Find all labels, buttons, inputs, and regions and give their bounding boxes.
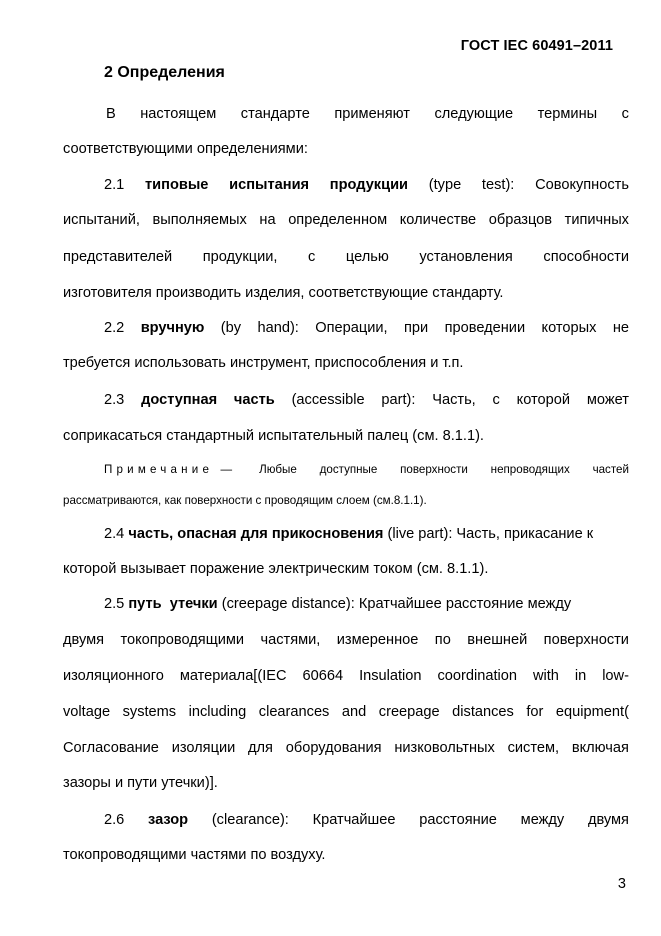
word: расстояние [445,596,524,612]
def-number: 2.4 [104,526,125,542]
def-2-1-line-1 [104,176,629,194]
note-label: Примечание — [104,463,237,476]
def-2-4-line-1 [104,525,629,543]
word: определенном [288,212,388,228]
word: test): [481,177,515,193]
word: Часть, [432,392,476,408]
def-term: вручную [140,320,205,336]
intro-line-2: соответствующими определениями: [63,141,308,157]
word: низковольтных [394,740,495,756]
word: изоляционного [63,668,164,684]
word: Любые [259,463,297,476]
def-number: 2.6 [104,812,125,828]
def-term: доступная [141,392,218,408]
def-text: (live part): Часть, прикасание к [387,526,594,542]
word: Совокупность [535,177,629,193]
word: между [527,596,572,612]
word: внешней [467,632,528,648]
def-2-3-line-1 [104,391,629,409]
intro-line-1 [106,105,629,123]
def-2-2-line-1 [104,319,629,337]
def-term: часть, опасная для прикосновения [128,526,384,542]
word: расстояние [419,812,497,828]
word: двумя [63,632,105,648]
word: непроводящих [490,463,570,476]
word: in [574,668,587,684]
def-2-2-line-2: требуется использовать инструмент, приспособления и т.п. [63,355,464,371]
def-2-5-line-2 [63,631,629,649]
word: типичных [564,212,629,228]
word: систем, [507,740,560,756]
word: изоляции [171,740,236,756]
word: (accessible [291,392,365,408]
word: настоящем [140,106,217,122]
def-term: типовые [145,177,209,193]
def-number: 2.5 [104,596,125,612]
word: токопроводящими [120,632,245,648]
word: for [526,704,544,720]
word: поверхности [543,632,629,648]
word: В [106,106,116,122]
word: при [404,320,429,336]
word: выполняемых [152,212,247,228]
word: (creepage [221,596,288,612]
def-2-6-line-2: токопроводящими частями по воздуху. [63,847,326,863]
word: and [341,704,367,720]
def-2-1-line-4: изготовителя производить изделия, соответствующие стандарту. [63,285,504,301]
def-2-5-line-3 [63,667,629,685]
def-2-5-line-5 [63,739,629,757]
word: может [586,392,629,408]
note-line-1 [104,461,629,479]
word: применяют [334,106,410,122]
word: следующие [434,106,514,122]
word: не [612,320,629,336]
def-2-5-line-1 [104,595,629,613]
word: Согласование [63,740,159,756]
word: двумя [587,812,629,828]
word: поверхности [400,463,468,476]
def-term: продукции [329,177,409,193]
word: (by [220,320,242,336]
word: coordination [437,668,518,684]
word: на [259,212,276,228]
word: между [520,812,565,828]
word: including [188,704,247,720]
def-term: часть [233,392,275,408]
page-number: 3 [617,876,626,892]
word: представителей [63,249,173,265]
word: для [248,740,273,756]
word: проведении [444,320,526,336]
word: стандарте [240,106,310,122]
word: with [532,668,559,684]
word: (type [428,177,462,193]
word: systems [122,704,177,720]
word: которых [541,320,597,336]
word: оборудования [285,740,382,756]
word: установления [419,249,513,265]
word: Insulation [359,668,422,684]
word: термины [537,106,598,122]
word: с [492,392,500,408]
def-number: 2.3 [104,392,125,408]
word: которой [516,392,571,408]
word: частями, [260,632,321,648]
def-term: утечки [169,596,218,612]
word: voltage [63,704,111,720]
word: образцов [488,212,553,228]
word: equipment( [555,704,629,720]
word: distances [452,704,514,720]
word: hand): [257,320,299,336]
def-term: зазор [148,812,189,828]
def-2-5-line-6: зазоры и пути утечки)]. [63,775,218,791]
def-2-1-line-3 [63,248,629,266]
word: distance): [291,596,355,612]
word: измеренное [336,632,419,648]
def-term: путь [128,596,162,612]
word: low- [602,668,629,684]
note-line-2: рассматриваются, как поверхности с проводящим слоем (см.8.1.1). [63,494,427,507]
def-2-6-line-1 [104,811,629,829]
word: с [621,106,629,122]
word: Операции, [315,320,388,336]
word: продукции, [202,249,278,265]
word: включая [571,740,629,756]
def-2-4-line-2: которой вызывает поражение электрическим током (см. 8.1.1). [63,561,489,577]
def-2-5-line-4 [63,703,629,721]
word: по [434,632,451,648]
word: с [308,249,316,265]
word: part): [381,392,416,408]
standard-designation: ГОСТ IEC 60491–2011 [460,38,613,54]
def-term: испытания [229,177,310,193]
word: creepage [378,704,440,720]
word: доступные [319,463,378,476]
word: количестве [399,212,477,228]
word: Кратчайшее [358,596,442,612]
word: испытаний, [63,212,140,228]
def-number: 2.2 [104,320,125,336]
word: целью [345,249,389,265]
word: материала[(IEC [179,668,287,684]
word: 60664 [302,668,344,684]
def-2-3-line-2: соприкасаться стандартный испытательный палец (см. 8.1.1). [63,428,484,444]
word: clearances [258,704,330,720]
word: (clearance): [211,812,289,828]
def-number: 2.1 [104,177,125,193]
section-title: 2 Определения [104,64,225,81]
def-2-1-line-2 [63,211,629,229]
word: Кратчайшее [312,812,396,828]
word: способности [543,249,629,265]
word: частей [592,463,629,476]
